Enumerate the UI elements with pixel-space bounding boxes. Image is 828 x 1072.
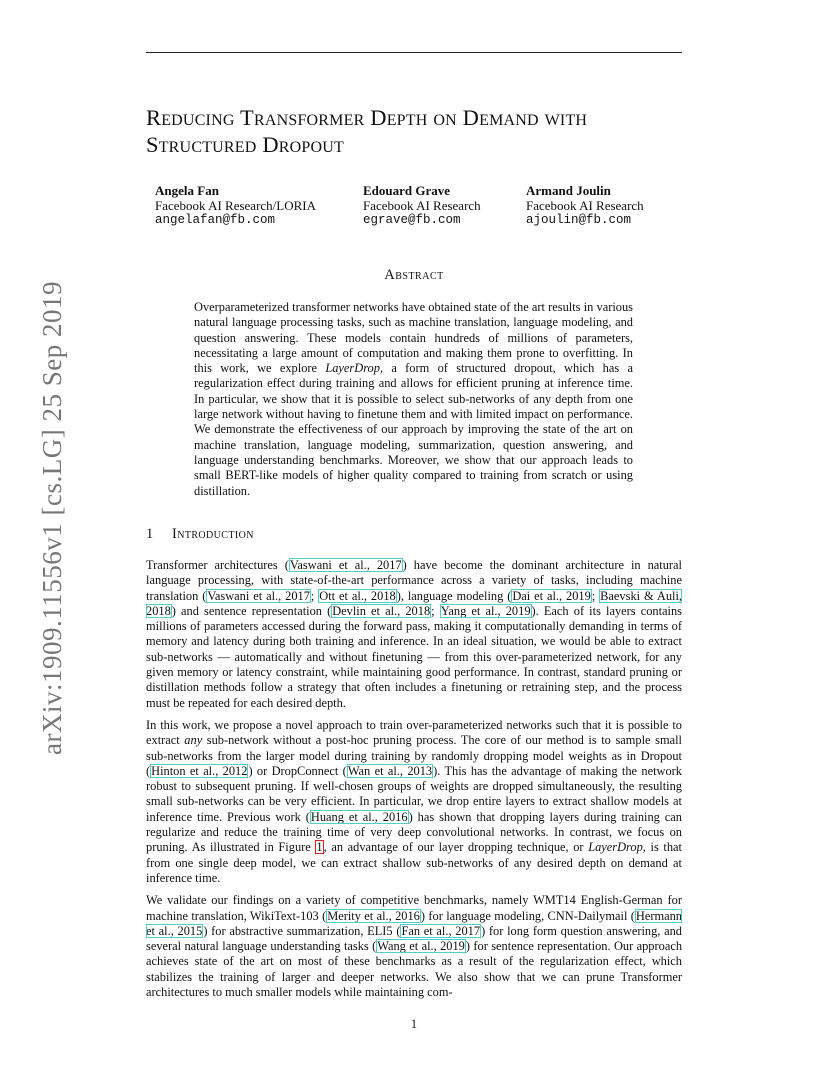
citation-link[interactable]: Yang et al., 2019 [440,603,531,618]
abstract-part: Overparameterized transformer networks have obtained state of the art results in various natural language processing tasks, such as machine translation, language modeling, and question answering. These models contain hundreds of millions of parameters, necessitating a large amount of computation and making them prone to overfitting. In this work, we explore [194,300,633,376]
text: ; [591,588,600,603]
citation-link[interactable]: Fan et al., 2017 [401,923,481,938]
author-email[interactable]: angelafan@fb.com [155,213,276,227]
citation-link[interactable]: Wan et al., 2013 [347,763,433,778]
text: ) and sentence representation ( [171,603,332,618]
abstract-emphasis: LayerDrop [325,361,380,376]
text: ; [310,588,319,603]
paragraph-3 [146,893,682,1000]
paragraph-2 [146,718,682,886]
abstract-heading: Abstract [384,267,444,283]
citation-link[interactable]: Huang et al., 2016 [310,809,408,824]
text: , an advantage of our layer dropping technique, or [323,840,589,855]
author-name: Armand Joulin [526,183,611,198]
text: ), language modeling ( [396,588,512,603]
author-block-1 [155,183,316,228]
text: ) for sentence representation. Our approach achieves state of the art on most of these benchmarks as a result of the regularization effect, which stabilizes the training of larger and deeper networks. We also show that we can prune Transformer architectures to much smaller models while maintaining com- [146,939,683,1000]
figure-link[interactable]: 1 [316,840,323,855]
abstract-part: , a form of structured dropout, which has a regularization effect during training and allows for efficient pruning at inference time. In particular, we show that it is possible to select sub-networks of any depth from one large network without having to finetune them and with limited impact on performance. We demonstrate the effectiveness of our approach by improving the state of the art on machine translation, language modeling, summarization, question answering, and language understanding benchmarks. Moreover, we show that our approach leads to small BERT-like models of higher quality compared to training from scratch or using distillation. [194,361,633,498]
author-name: Edouard Grave [363,183,451,198]
arxiv-identifier: arXiv:1909.11556v1 [cs.LG] 25 Sep 2019 [37,281,67,755]
section-number: 1 [146,526,154,542]
author-block-2 [363,183,481,228]
citation-link[interactable]: Devlin et al., 2018 [332,603,431,618]
text: ) has shown that dropping layers during training can regularize and reduce the training time of very deep convolutional networks. In contrast, we focus on pruning. As illustrated in Figure [146,809,682,855]
text: We validate our findings on a variety of competitive benchmarks, namely WMT14 English-German for machine translation, WikiText-103 ( [146,893,682,923]
citation-link[interactable]: Merity et al., 2016 [327,908,420,923]
introduction-body [146,558,682,1007]
citation-link[interactable]: Dai et al., 2019 [512,588,591,603]
citation-link[interactable]: Wang et al., 2019 [377,939,465,954]
title-line-2: Structured Dropout [146,132,344,157]
author-email[interactable]: egrave@fb.com [363,213,461,227]
title-line-1: Reducing Transformer Depth on Demand with [146,105,588,130]
citation-link[interactable]: Hinton et al., 2012 [151,763,248,778]
text: ; [431,603,440,618]
author-name: Angela Fan [155,183,219,198]
text: sub-network without a post-hoc pruning process. The core of our method is to sample small sub-networks from the larger model during training by randomly dropping model weights as in Dropout ( [146,733,682,778]
emphasis: any [184,733,203,748]
page-number: 1 [410,1017,418,1031]
citation-link[interactable]: Vaswani et al., 2017 [289,558,402,572]
section-heading-introduction [146,526,254,543]
paper-title [146,104,706,158]
paragraph-1 [146,558,682,711]
citation-link[interactable]: Vaswani et al., 2017 [207,588,310,603]
text: ). Each of its layers contains millions of parameters accessed during the forward pass, making it computationally demanding in terms of memory and latency during both training and inference. In an ideal situation, we would be able to extract sub-networks — automatically and without finetuning — from this over-parameterized network, for any given memory or latency constraint, while maintaining good performance. In contrast, standard pruning or distillation methods follow a strategy that often includes a finetuning or retraining step, and the process must be repeated for each desired depth. [146,603,682,710]
citation-link[interactable]: Hermann et al., 2015 [146,908,682,938]
text: ) or DropConnect ( [248,763,347,778]
text: In this work, we propose a novel approach to train over-parameterized networks such that it is possible to extract [146,717,682,748]
author-email[interactable]: ajoulin@fb.com [526,213,632,227]
text: Transformer architectures ( [146,558,289,572]
text: ) have become the dominant architecture in natural language processing, with state-of-the-art performance across a variety of tasks, including machine translation ( [146,558,682,603]
text: ) for language modeling, CNN-Dailymail ( [420,908,635,923]
top-rule [146,52,682,53]
citation-link[interactable]: Ott et al., 2018 [319,588,396,603]
abstract-text [194,300,633,499]
author-affiliation: Facebook AI Research [363,198,481,213]
text: ) for abstractive summarization, ELI5 ( [203,923,401,938]
citation-link[interactable]: Baevski & Auli, 2018 [146,588,682,618]
author-block-3 [526,183,644,228]
emphasis: LayerDrop [588,840,643,855]
author-affiliation: Facebook AI Research/LORIA [155,198,317,213]
text: , is that from one single deep model, we can extract shallow sub-networks of any desired depth on demand at inference time. [146,840,682,885]
text: ) for long form question answering, and several natural language understanding tasks ( [146,923,682,954]
author-affiliation: Facebook AI Research [526,198,644,213]
text: ). This has the advantage of making the network robust to subsequent pruning. If well-chosen groups of weights are dropped simultaneously, the resulting small sub-networks can be very efficient. In particular, we drop entire layers to extract shallow models at inference time. Previous work ( [146,763,683,824]
section-title: Introduction [172,526,254,542]
